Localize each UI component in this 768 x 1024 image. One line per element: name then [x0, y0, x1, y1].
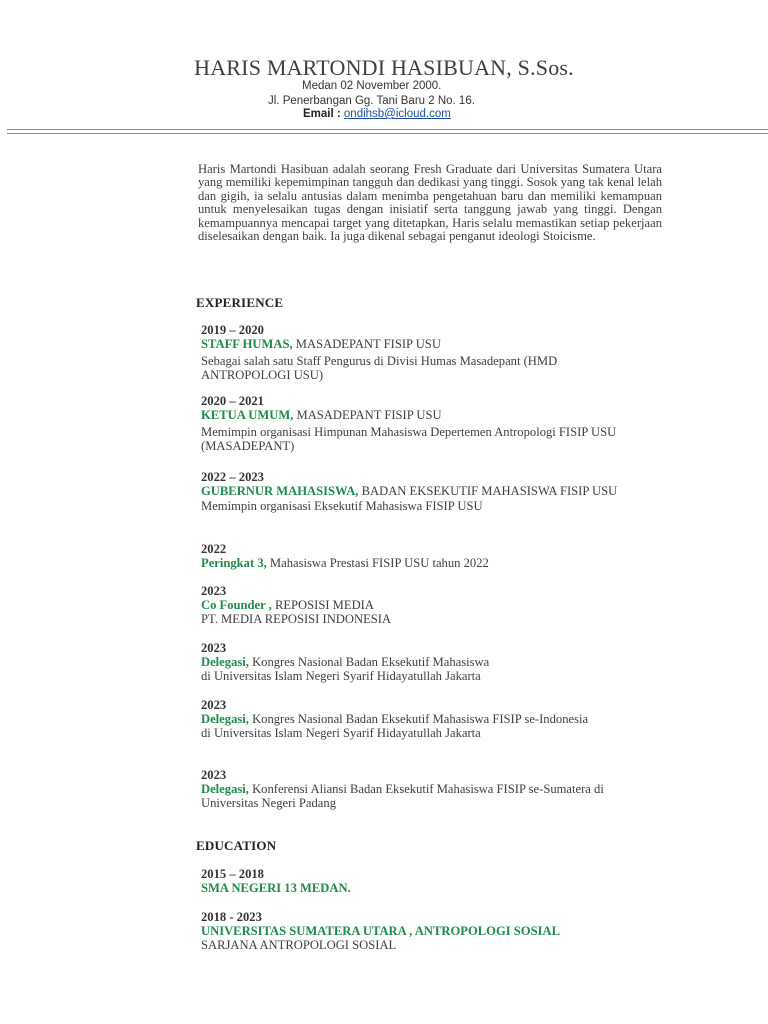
experience-desc: Memimpin organisasi Himpunan Mahasiswa Depertemen Antropologi FISIP USU (MASADEPANT): [201, 425, 617, 453]
email-line: [303, 107, 451, 121]
birth-info: Medan 02 November 2000.: [302, 80, 442, 92]
experience-role: STAFF HUMAS,: [201, 337, 293, 351]
email-link[interactable]: ondihsb@icloud.com: [343, 108, 451, 120]
experience-role: Co Founder ,: [201, 598, 272, 612]
experience-desc: di Universitas Islam Negeri Syarif Hidayatullah Jakarta: [201, 669, 481, 683]
experience-year: 2023: [201, 641, 227, 655]
experience-desc: Memimpin organisasi Eksekutif Mahasiswa FISIP USU: [201, 499, 483, 513]
experience-item: [201, 768, 621, 810]
experience-year: 2020 – 2021: [201, 394, 264, 408]
education-title: EDUCATION: [196, 838, 277, 853]
experience-org: MASADEPANT FISIP USU: [292, 337, 441, 351]
experience-item: [201, 470, 641, 513]
experience-item: [201, 584, 641, 626]
experience-year: 2023: [201, 584, 227, 598]
experience-year: 2022: [201, 542, 227, 556]
education-year: 2018 - 2023: [201, 910, 262, 924]
experience-role: Peringkat 3,: [201, 556, 267, 570]
experience-year: 2022 – 2023: [201, 470, 264, 484]
experience-role: KETUA UMUM,: [201, 408, 294, 422]
experience-org: Konferensi Aliansi Badan Eksekutif Mahasiswa FISIP se-Sumatera di Universitas Negeri Padang: [201, 782, 604, 810]
experience-org: Kongres Nasional Badan Eksekutif Mahasiswa FISIP se-Indonesia: [248, 712, 589, 726]
experience-org: MASADEPANT FISIP USU: [293, 408, 442, 422]
experience-role: Delegasi,: [201, 712, 249, 726]
experience-role: Delegasi,: [201, 782, 249, 796]
experience-org: Kongres Nasional Badan Eksekutif Mahasiswa: [248, 655, 490, 669]
experience-org: BADAN EKSEKUTIF MAHASISWA FISIP USU: [358, 484, 618, 498]
header-divider-top: [7, 129, 768, 130]
experience-org: Mahasiswa Prestasi FISIP USU tahun 2022: [266, 556, 489, 570]
experience-item: [201, 394, 641, 453]
experience-role: Delegasi,: [201, 655, 249, 669]
education-school: SMA NEGERI 13 MEDAN.: [201, 881, 351, 895]
experience-item: [201, 698, 616, 740]
experience-desc: di Universitas Islam Negeri Syarif Hidayatullah Jakarta: [201, 726, 481, 740]
experience-year: 2023: [201, 768, 227, 782]
experience-item: [201, 542, 641, 570]
experience-desc: Sebagai salah satu Staff Pengurus di Divisi Humas Masadepant (HMD ANTROPOLOGI USU): [201, 354, 558, 382]
experience-item: [201, 641, 641, 683]
candidate-name: HARIS MARTONDI HASIBUAN, S.Sos.: [194, 55, 574, 80]
email-label: Email :: [303, 108, 344, 120]
address: Jl. Penerbangan Gg. Tani Baru 2 No. 16.: [268, 95, 475, 107]
education-school: UNIVERSITAS SUMATERA UTARA , ANTROPOLOGI SOSIAL: [201, 924, 560, 938]
experience-role: GUBERNUR MAHASISWA,: [201, 484, 359, 498]
profile-summary: Haris Martondi Hasibuan adalah seorang Fresh Graduate dari Universitas Sumatera Utara yang memiliki kepemimpinan tangguh dan dedikasi yang tinggi. Sosok yang tak kenal lelah dan gigih, ia selalu antusias dalam menimba pengetahuan baru dan memiliki kemampuan untuk menyelesaikan tugas dengan inisiatif serta tanggung jawab yang tinggi. Dengan kemampuannya mencapai target yang ditetapkan, Haris selalu memastikan setiap pekerjaan diselesaikan dengan baik. Ia juga dikenal sebagai penganut ideologi Stoicisme.: [198, 162, 662, 244]
experience-year: 2019 – 2020: [201, 323, 264, 337]
education-year: 2015 – 2018: [201, 867, 264, 881]
experience-item: [201, 323, 641, 382]
education-item: [201, 867, 641, 895]
experience-title: EXPERIENCE: [196, 295, 284, 310]
experience-org: REPOSISI MEDIA: [271, 598, 374, 612]
education-item: [201, 910, 661, 952]
education-degree: SARJANA ANTROPOLOGI SOSIAL: [201, 938, 397, 952]
experience-year: 2023: [201, 698, 227, 712]
experience-desc: PT. MEDIA REPOSISI INDONESIA: [201, 612, 392, 626]
header-divider-bottom: [7, 133, 768, 134]
